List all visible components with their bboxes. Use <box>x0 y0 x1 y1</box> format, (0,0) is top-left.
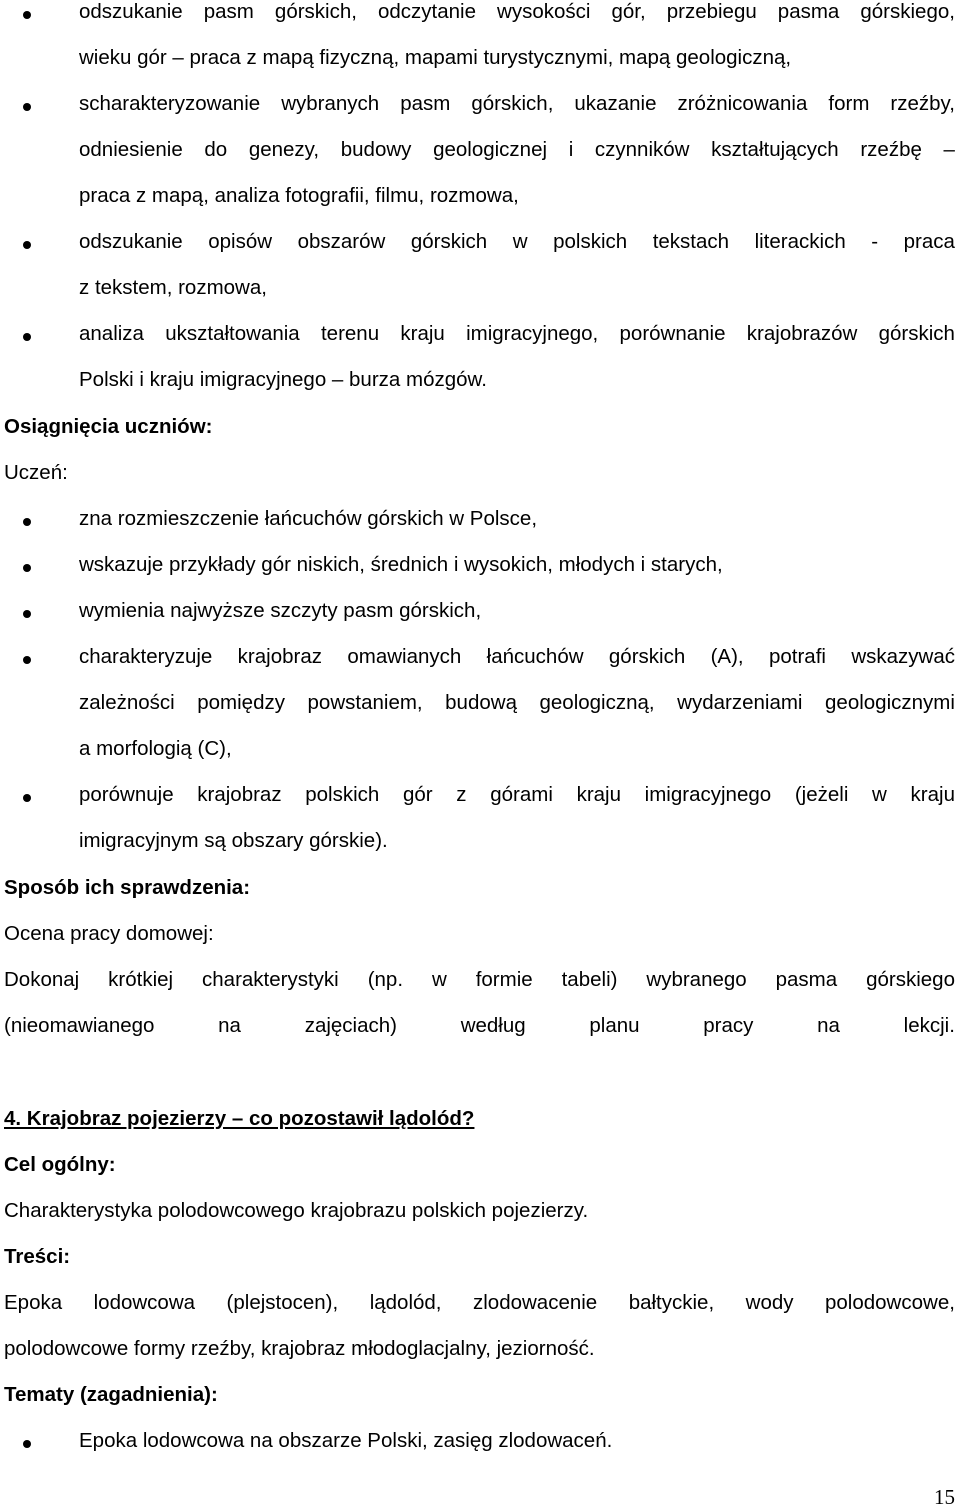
bullet-icon <box>23 564 31 572</box>
verification-heading: Sposób ich sprawdzenia: <box>4 876 251 899</box>
method-line: scharakteryzowanie wybranych pasm górskich, ukazanie zróżnicowania form rzeźby, <box>79 92 955 115</box>
method-line: Polski i kraju imigracyjnego – burza mózgów. <box>79 368 487 391</box>
achievement-line: wymienia najwyższe szczyty pasm górskich, <box>79 599 482 622</box>
method-line: odniesienie do genezy, budowy geologicznej i czynników kształtujących rzeźbę – <box>79 138 955 161</box>
method-line: analiza ukształtowania terenu kraju imigracyjnego, porównanie krajobrazów górskich <box>79 322 955 345</box>
achievement-line: zależności pomiędzy powstaniem, budową geologiczną, wydarzeniami geologicznymi <box>79 691 955 714</box>
homework-line: Dokonaj krótkiej charakterystyki (np. w formie tabeli) wybranego pasma górskiego <box>4 968 955 991</box>
achievement-line: porównuje krajobraz polskich gór z górami kraju imigracyjnego (jeżeli w kraju <box>79 783 955 806</box>
method-line: odszukanie pasm górskich, odczytanie wysokości gór, przebiegu pasma górskiego, <box>79 0 955 23</box>
bullet-icon <box>23 656 31 664</box>
achievement-line: wskazuje przykłady gór niskich, średnich i wysokich, młodych i starych, <box>79 553 723 576</box>
achievement-line: a morfologią (C), <box>79 737 232 760</box>
content-line: Epoka lodowcowa (plejstocen), lądolód, zlodowacenie bałtyckie, wody polodowcowe, <box>4 1291 955 1314</box>
achievement-line: zna rozmieszczenie łańcuchów górskich w Polsce, <box>79 507 538 530</box>
achievement-line: imigracyjnym są obszary górskie). <box>79 829 388 852</box>
bullet-icon <box>23 333 31 341</box>
bullet-icon <box>23 610 31 618</box>
bullet-icon <box>23 794 31 802</box>
method-line: wieku gór – praca z mapą fizyczną, mapami turystycznymi, mapą geologiczną, <box>79 46 792 69</box>
goal-heading: Cel ogólny: <box>4 1153 116 1176</box>
bullet-icon <box>23 11 31 19</box>
student-label: Uczeń: <box>4 461 68 484</box>
bullet-icon <box>23 1440 31 1448</box>
goal-text: Charakterystyka polodowcowego krajobrazu polskich pojezierzy. <box>4 1199 589 1222</box>
achievement-line: charakteryzuje krajobraz omawianych łańcuchów górskich (A), potrafi wskazywać <box>79 645 955 668</box>
topic-line: Epoka lodowcowa na obszarze Polski, zasięg zlodowaceń. <box>79 1429 613 1452</box>
homework-line: (nieomawianego na zajęciach) według planu pracy na lekcji. <box>4 1014 955 1037</box>
method-line: odszukanie opisów obszarów górskich w polskich tekstach literackich - praca <box>79 230 955 253</box>
homework-label: Ocena pracy domowej: <box>4 922 214 945</box>
section-title: 4. Krajobraz pojezierzy – co pozostawił lądolód? <box>4 1107 475 1130</box>
content-line: polodowcowe formy rzeźby, krajobraz młodoglacjalny, jeziorność. <box>4 1337 595 1360</box>
bullet-icon <box>23 103 31 111</box>
bullet-icon <box>23 241 31 249</box>
content-heading: Treści: <box>4 1245 71 1268</box>
method-line: z tekstem, rozmowa, <box>79 276 267 299</box>
topics-heading: Tematy (zagadnienia): <box>4 1383 218 1406</box>
page-number: 15 <box>934 1485 955 1509</box>
method-line: praca z mapą, analiza fotografii, filmu, rozmowa, <box>79 184 519 207</box>
achievements-heading: Osiągnięcia uczniów: <box>4 415 213 438</box>
bullet-icon <box>23 518 31 526</box>
